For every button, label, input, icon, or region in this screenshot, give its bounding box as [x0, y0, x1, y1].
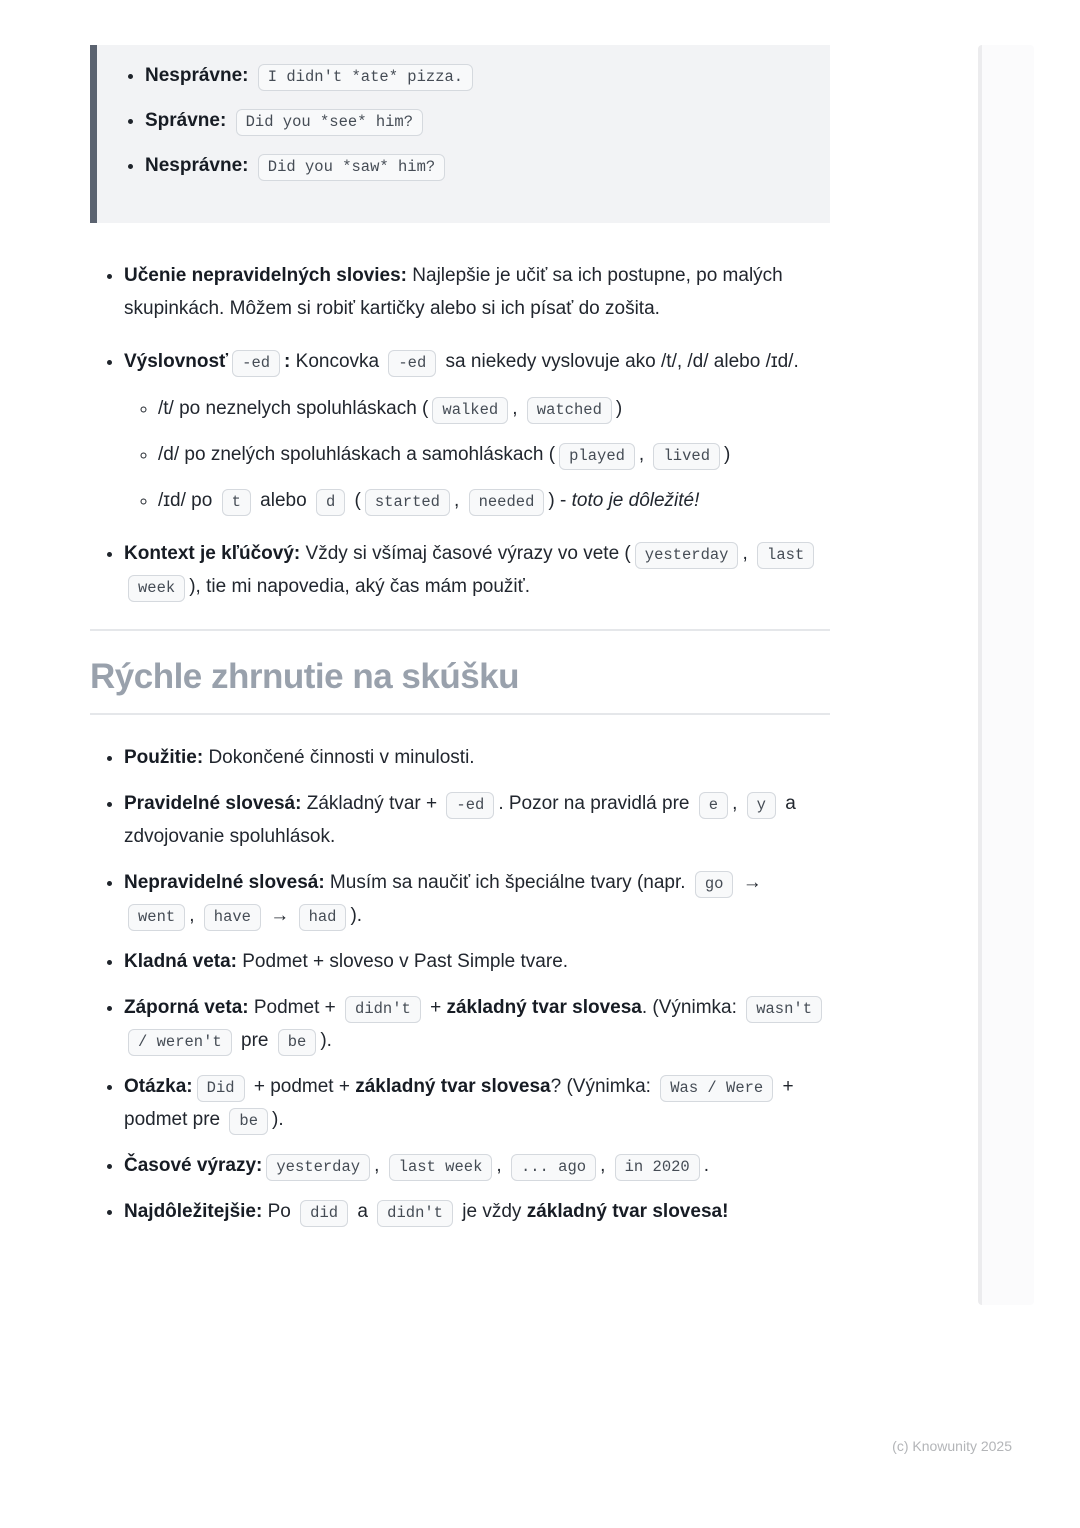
bold-text: základný tvar slovesa — [446, 997, 642, 1018]
bold-text: Kontext je kľúčový: — [124, 543, 301, 564]
code-chip: e — [699, 792, 728, 819]
bold-text: Nesprávne: — [145, 155, 249, 176]
bold-text: Použitie: — [124, 747, 204, 768]
italic-text: toto je dôležité! — [571, 490, 700, 511]
code-chip: didn't — [345, 996, 421, 1023]
summary-list — [90, 741, 830, 1228]
list-item — [145, 106, 806, 136]
code-chip: be — [278, 1029, 317, 1056]
list-item: • Kontext je kľúčový: Vždy si všímaj časové výrazy vo vete ( yesterday , last week ), tie mi napovedia, aký čas mám použiť. — [124, 537, 830, 603]
code-chip: -ed — [446, 792, 494, 819]
code-chip: went — [128, 904, 185, 931]
list-item — [145, 151, 806, 181]
example-list — [111, 61, 806, 181]
code-chip: ... ago — [511, 1154, 596, 1181]
code-chip: last week — [128, 542, 814, 602]
code-chip: be — [229, 1108, 268, 1135]
sub-list-item: ◦ /t/ po neznelych spoluhláskach ( walked , watched ) — [158, 392, 830, 425]
list-item — [145, 61, 806, 91]
list-item: • Záporná veta: Podmet + didn't + základný tvar slovesa. (Výnimka: wasn't / weren't pre be ). — [124, 991, 830, 1057]
bold-text: Nesprávne: — [145, 65, 249, 86]
code-chip: watched — [527, 397, 612, 424]
copyright-note: (c) Knowunity 2025 — [892, 1438, 1012, 1454]
code-chip: -ed — [232, 350, 280, 377]
code-chip: Did you *see* him? — [236, 109, 423, 136]
bold-text: Najdôležitejšie: — [124, 1201, 263, 1222]
code-chip: yesterday — [266, 1154, 370, 1181]
list-item: • Výslovnosť -ed : Koncovka -ed sa niekedy vyslovuje ako /t/, /d/ alebo /ɪd/. ◦ /t/ po neznelych spoluhláskach ( walked , watched ) ◦ /d/ po znelých spoluhláskach a samohláskach ( played , lived ) ◦ /ɪd/ po t alebo d ( started , needed ) - toto je dôležité! — [124, 345, 830, 517]
bold-text: základný tvar slovesa — [355, 1076, 551, 1097]
code-chip: yesterday — [635, 542, 739, 569]
code-chip: Did you *saw* him? — [258, 154, 445, 181]
code-chip: wasn't / weren't — [128, 996, 822, 1056]
list-item: • Najdôležitejšie: Po did a didn't je vždy základný tvar slovesa! — [124, 1195, 830, 1228]
sub-list — [124, 392, 830, 517]
list-item: • Pravidelné slovesá: Základný tvar + -ed . Pozor na pravidlá pre e , y a zdvojovanie spoluhlások. — [124, 787, 830, 853]
bold-text: Záporná veta: — [124, 997, 249, 1018]
scrollbar-track[interactable] — [978, 45, 1034, 1305]
bold-text: Časové výrazy: — [124, 1155, 263, 1176]
code-chip: last week — [389, 1154, 493, 1181]
bold-text: Nepravidelné slovesá: — [124, 872, 325, 893]
bold-text: Správne: — [145, 110, 227, 131]
code-chip: played — [559, 443, 635, 470]
code-chip: t — [222, 489, 251, 516]
bold-text: Pravidelné slovesá: — [124, 793, 302, 814]
code-chip: d — [316, 489, 345, 516]
code-chip: go — [695, 871, 734, 898]
list-item: • Časové výrazy: yesterday , last week , ... ago , in 2020 . — [124, 1149, 830, 1182]
code-chip: I didn't *ate* pizza. — [258, 64, 473, 91]
code-chip: walked — [432, 397, 508, 424]
code-chip: started — [365, 489, 450, 516]
code-chip: have — [204, 904, 261, 931]
list-item: • Použitie: Dokončené činnosti v minulosti. — [124, 741, 830, 774]
bold-text: Výslovnosť — [124, 351, 229, 372]
list-item: • Otázka: Did + podmet + základný tvar slovesa? (Výnimka: Was / Were + podmet pre be ). — [124, 1070, 830, 1136]
bold-text: Kladná veta: — [124, 951, 237, 972]
summary-heading: Rýchle zhrnutie na skúšku — [90, 657, 830, 715]
code-chip: Did — [197, 1075, 245, 1102]
list-item: • Učenie nepravidelných slovies: Najlepšie je učiť sa ich postupne, po malých skupinkách. Môžem si robiť kartičky alebo si ich písať do zošita. — [124, 259, 830, 325]
code-chip: y — [747, 792, 776, 819]
code-chip: lived — [653, 443, 720, 470]
example-blockquote — [90, 45, 830, 223]
sub-list-item: ◦ /d/ po znelých spoluhláskach a samohláskach ( played , lived ) — [158, 438, 830, 471]
tips-list — [90, 259, 830, 603]
code-chip: Was / Were — [660, 1075, 773, 1102]
bold-text: : — [284, 351, 291, 372]
code-chip: had — [299, 904, 347, 931]
code-chip: needed — [469, 489, 545, 516]
document-content — [90, 45, 830, 1241]
bold-text: základný tvar slovesa! — [526, 1201, 729, 1222]
code-chip: didn't — [377, 1200, 453, 1227]
section-divider — [90, 629, 830, 631]
sub-list-item: ◦ /ɪd/ po t alebo d ( started , needed ) - toto je dôležité! — [158, 484, 830, 517]
list-item: • Kladná veta: Podmet + sloveso v Past Simple tvare. — [124, 945, 830, 978]
code-chip: did — [300, 1200, 348, 1227]
code-chip: -ed — [388, 350, 436, 377]
bold-text: Učenie nepravidelných slovies: — [124, 265, 408, 286]
bold-text: Otázka: — [124, 1076, 193, 1097]
list-item: • Nepravidelné slovesá: Musím sa naučiť ich špeciálne tvary (napr. go → went , have → had ). — [124, 866, 830, 932]
code-chip: in 2020 — [615, 1154, 700, 1181]
